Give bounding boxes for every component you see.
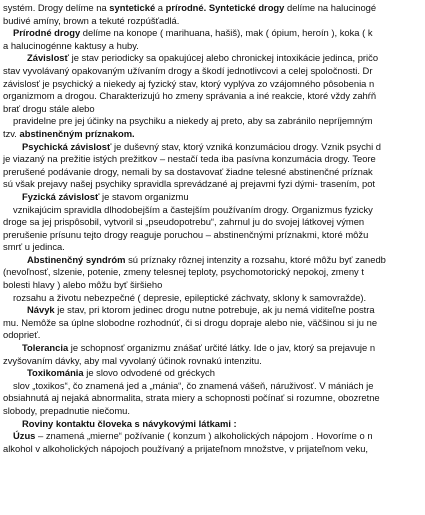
- text-run: organizmom a drogou. Charakterizujú ho zmeny správania a iné reakcie, ktoré vždy zahŕň: [3, 90, 377, 102]
- bold-term: Prírodné drogy: [13, 27, 81, 39]
- text-run: odoprieť.: [3, 329, 41, 341]
- text-run: je slovo odvodené od gréckych: [83, 367, 215, 379]
- paragraph: [3, 430, 425, 455]
- paragraph: [3, 342, 425, 367]
- text-line: [3, 279, 425, 292]
- text-run: je schopnosť organizmu znášať určité látky. Ide o jav, ktorý sa prejavuje n: [68, 342, 376, 354]
- text-run: mu. Nemôže sa úplne slobodne rozhodnúť, či si drogu dopraje alebo nie, väčšinou si ju ne: [3, 316, 378, 328]
- text-run: je stav, pri ktorom jedinec drogu nutne potrebuje, ak ju nemá viditeľne postra: [54, 304, 375, 316]
- text-line: [3, 380, 425, 393]
- text-line: [3, 355, 425, 368]
- text-run: slov „toxikos“, čo znamená jed a „mánia“, čo znamená vášeň, náruživosť. V mániách je: [13, 379, 374, 391]
- text-line: [3, 405, 425, 418]
- text-line: [3, 392, 425, 405]
- paragraph: [3, 191, 425, 204]
- text-run: vznikajúcim spravidla dlhodobejším a častejším používaním drogy. Organizmus fyzicky: [13, 203, 373, 215]
- text-run: brať drogu stále alebo: [3, 102, 95, 114]
- bold-term: Toxikománia: [27, 367, 84, 379]
- text-run: systém. Drogy delíme na: [3, 2, 110, 13]
- bold-term: Fyzická závislosť: [22, 190, 100, 202]
- text-run: delíme na konope ( marihuana, hašiš), mak ( ópium, heroín ), koka ( k: [80, 27, 373, 39]
- text-line: [3, 78, 425, 91]
- bold-term: abstinenčným príznakom.: [19, 127, 135, 139]
- text-run: prerušené podávanie drogy, nemali by sa dostavovať žiadne telesné abstinenčné príznak: [3, 165, 373, 177]
- text-line: [3, 216, 425, 229]
- text-run: rozsahu a životu nebezpečné ( depresie, epileptické záchvaty, sklony k samovražde).: [13, 291, 367, 303]
- text-run: stav vyvolávaný opakovaným užívaním drogy a škodí jednotlivcovi a celej spoločnosti. Dr: [3, 64, 373, 76]
- text-run: je stavom organizmu: [99, 190, 189, 202]
- text-line: [3, 329, 425, 342]
- text-line: [3, 27, 425, 40]
- text-line: [3, 178, 425, 191]
- text-run: delíme na halucinogé: [284, 2, 377, 13]
- text-line: [3, 204, 425, 217]
- text-line: [3, 153, 425, 166]
- text-line: [3, 317, 425, 330]
- paragraph: [3, 115, 425, 140]
- text-run: pravidelne pre jej účinky na psychiku a niekedy aj preto, aby sa zabránilo nepríjemným: [13, 115, 373, 127]
- text-run: závislosť je psychický a niekedy aj fyzický stav, ktorý vyplýva zo vzájomného pôsobenia n: [3, 77, 375, 89]
- text-line: [3, 191, 425, 204]
- text-line: [3, 15, 425, 28]
- text-run: tzv.: [3, 127, 20, 139]
- text-line: [3, 254, 425, 267]
- text-run: smrť u jedinca.: [3, 241, 65, 253]
- text-line: [3, 342, 425, 355]
- text-line: [3, 304, 425, 317]
- text-line: [3, 443, 425, 456]
- text-run: zvyšovaním dávky, aby mal vyvolaný účinok rovnakú intenzitu.: [3, 354, 262, 366]
- text-line: [3, 367, 425, 380]
- text-line: [3, 90, 425, 103]
- text-line: [3, 141, 425, 154]
- text-run: budivé amíny, brown a tekuté rozpúšťadlá.: [3, 14, 180, 26]
- text-line: [3, 40, 425, 53]
- text-line: [3, 430, 425, 443]
- text-run: je stav periodicky sa opakujúcej alebo chronickej intoxikácie jedinca, pričo: [69, 52, 379, 64]
- text-line: [3, 103, 425, 116]
- paragraph: [3, 2, 425, 27]
- text-run: a: [155, 2, 166, 13]
- text-line: [3, 241, 425, 254]
- text-run: bolesti hlavy ) alebo môžu byť širšieho: [3, 279, 163, 291]
- bold-term: Abstinenčný syndróm: [27, 253, 126, 265]
- text-run: droge sa jej prispôsobil, vytvoril si „pseudopotrebu“, zahrnul ju do svojej látkovej výmen: [3, 216, 365, 228]
- bold-term: syntetické: [109, 2, 156, 13]
- bold-term: Úzus: [13, 430, 36, 442]
- paragraph: [3, 204, 425, 254]
- bold-term: Roviny kontaktu človeka s návykovými látkami :: [22, 417, 237, 429]
- bold-term: Závislosť: [27, 52, 70, 64]
- text-line: [3, 2, 425, 15]
- bold-term: prírodné. Syntetické drogy: [165, 2, 285, 13]
- text-run: sú príznaky rôznej intenzity a rozsahu, ktoré môžu byť zanedb: [125, 253, 386, 265]
- paragraph: [3, 304, 425, 342]
- paragraph: [3, 141, 425, 191]
- text-run: sú však prejavy našej psychiky spravidla sprevádzané aj prejavmi fyzi dými- trasením, pot: [3, 178, 376, 190]
- bold-term: Psychická závislosť: [22, 140, 112, 152]
- text-run: prerušenie prísunu tejto drogy reaguje poruchou – abstinenčnými príznakmi, ktoré môžu: [3, 228, 369, 240]
- text-line: [3, 166, 425, 179]
- paragraph: [3, 418, 425, 431]
- text-run: je duševný stav, ktorý vzniká konzumáciou drogy. Vznik psychi d: [111, 140, 382, 152]
- text-line: [3, 229, 425, 242]
- text-run: – znamená „mierne“ požívanie ( konzum ) alkoholických nápojom . Hovoríme o n: [35, 430, 373, 442]
- text-line: [3, 52, 425, 65]
- paragraph: [3, 367, 425, 380]
- paragraph: [3, 380, 425, 418]
- text-run: a halucinogénne kaktusy a huby.: [3, 39, 139, 51]
- paragraph: [3, 52, 425, 115]
- text-line: [3, 292, 425, 305]
- text-run: alkohol v alkoholických nápojoch používaný a prijateľnom množstve, v prijateľnom veku,: [3, 442, 369, 454]
- paragraph: [3, 27, 425, 52]
- text-line: [3, 418, 425, 431]
- paragraph: [3, 254, 425, 292]
- text-line: [3, 115, 425, 128]
- text-line: [3, 128, 425, 141]
- text-run: slobody, prepadnutie niečomu.: [3, 405, 130, 416]
- bold-term: Tolerancia: [22, 342, 69, 354]
- bold-term: Návyk: [27, 304, 55, 316]
- text-line: [3, 266, 425, 279]
- text-run: obsiahnutá aj nejaká abnormalita, strata miery a schopnosti počínať si rozumne, obozretne: [3, 392, 380, 404]
- text-line: [3, 65, 425, 78]
- paragraph: [3, 292, 425, 305]
- text-run: je viazaný na prežitie istých prežitkov – nestačí teda iba pasívna konzumácia drogy. Teore: [3, 153, 376, 165]
- text-run: (nevoľnosť, slzenie, potenie, zmeny telesnej teploty, psychomotorický nepokoj, zmeny t: [3, 266, 364, 278]
